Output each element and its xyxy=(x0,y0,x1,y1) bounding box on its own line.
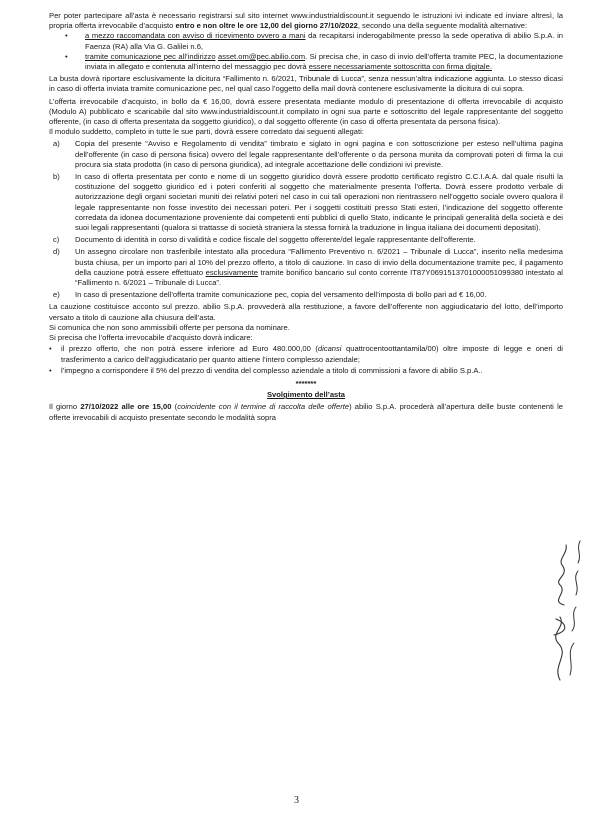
busta-paragraph: La busta dovrà riportare esclusivamente la dicitura “Fallimento n. 6/2021, Tribunale di Lucca”, senza nessun’altra indicazione aggiunta. Lo stesso dicasi in caso di offerta inviata tramite comunicazione pec, nel qual caso l’oggetto della mail dovrà contenere esclusivamente la dicitura di cui sopra. xyxy=(49,74,563,94)
attachments-list xyxy=(49,139,563,300)
list-item: • tramite comunicazione pec all’indirizzo asset.om@pec.abilio.com. Si precisa che, in caso di invio dell’offerta tramite PEC, la documentazione inviata in allegato e contenuta all’interno del messaggio pec dovrà essere necessariamente sottoscritta con firma digitale. xyxy=(85,52,563,72)
intro-text: Per poter partecipare all’asta è necessario registrarsi sul sito internet www.industrialdiscount.it seguendo le istruzioni ivi indicate ed inviare altresì, la propria offerta irrevocabile d’acquisto xyxy=(49,11,563,31)
pec-email-link[interactable]: asset.om@pec.abilio.com xyxy=(218,51,306,61)
modulo-paragraph: Il modulo suddetto, completo in tutte le sue parti, dovrà essere corredato dai seguenti allegati: xyxy=(49,127,364,137)
submission-methods-list xyxy=(49,31,563,72)
intro-deadline: entro e non oltre le ore 12,00 del giorno 27/10/2022 xyxy=(175,21,358,31)
method-raccomandata: a mezzo raccomandata con avviso di ricevimento ovvero a mani xyxy=(85,31,306,41)
handwritten-signature xyxy=(530,535,593,685)
requirement-item: • l’impegno a corrispondere il 5% del prezzo di vendita del complesso aziendale a titolo di commissioni a favore di abilio S.p.A.. xyxy=(49,365,483,375)
list-item: e) In caso di presentazione dell’offerta tramite comunicazione pec, copia del versamento dell’imposta di bollo pari ad € 16,00. xyxy=(53,290,487,300)
section-separator: ******* xyxy=(295,378,317,388)
list-item: c) Documento di identità in corso di validità e codice fiscale del soggetto offerente/del legale rappresentante dell’offerente. xyxy=(53,235,476,245)
list-item: • a mezzo raccomandata con avviso di ricevimento ovvero a mani da recapitarsi inderogabilmente presso la sede operativa di abilio S.p.A. in Faenza (RA) alla Via G. Galilei n.6, xyxy=(85,31,563,51)
page-number: 3 xyxy=(294,795,299,806)
digital-signature-note: essere necessariamente sottoscritta con firma digitale. xyxy=(308,62,492,72)
asta-paragraph: Il giorno 27/10/2022 alle ore 15,00 (coincidente con il termine di raccolta delle offerte) abilio S.p.A. procederà all’apertura delle buste contenenti le offerte irrevocabili di acquisto presentate secondo le modalità sopra xyxy=(49,402,563,422)
section-heading: Svolgimento dell’asta xyxy=(266,390,346,400)
intro-text-end: , secondo una della seguente modalità alternative: xyxy=(357,21,528,31)
requirements-intro: Si precisa che l’offerta irrevocabile d’acquisto dovrà indicare: xyxy=(49,333,253,343)
no-nomination-paragraph: Si comunica che non sono ammissibili offerte per persona da nominare. xyxy=(49,322,290,332)
list-item: a) Copia del presente “Avviso e Regolamento di vendita” timbrato e siglato in ogni pagina e con sottoscrizione per esteso nell’ultima pagina dell’offerente (in caso di persona fisica) ovvero del legale rappresentante dell’offerente o da persona munita da comprovati poteri di firma la cui procura sia stata prodotta (in caso di persona giuridica), ad integrale accettazione delle condizioni ivi previste. xyxy=(53,139,563,169)
list-item: d) Un assegno circolare non trasferibile intestato alla procedura “Fallimento Preventivo n. 6/2021 – Tribunale di Lucca”, inserito nella medesima busta chiusa, per un importo pari al 10% del prezzo offerto, a titolo di cauzione. In caso di invio della documentazione tramite pec, il pagamento della cauzione potrà essere effettuato esclusivamente tramite bonifico bancario sul conto corrente IT87Y0691513701000051099380 intestato al “Fallimento n. 6/2021 – Tribunale di Lucca”. xyxy=(53,247,563,288)
list-item: b) In caso di offerta presentata per conto e nome di un soggetto giuridico dovrà essere prodotto certificato registro C.C.I.A.A. dal quale risulti la costituzione del soggetto giuridico ed i poteri conferiti al soggetto che materialmente presenta l’offerta. Dovrà essere prodotto verbale di autorizzazione degli organi societari muniti dei relativi poteri nel caso in cui tali operazioni non rientrassero nell’oggetto sociale ovvero qualora il legale rappresentante non fosse investito dei necessari poteri. Per i soggetti costituiti presso Stati esteri, l’indicazione del soggetto offerente corredata da idonea documentazione proveniente dai competenti enti pubblici di quello Stato, indicante le principali generalità della società e dei suoi legali rappresentanti (qualora si trattasse di società straniera la stessa fornirà la traduzione in lingua italiana dei documenti depositati). xyxy=(53,172,563,233)
document-body xyxy=(49,11,563,423)
requirement-item: • il prezzo offerto, che non potrà essere inferiore ad Euro 480.000,00 (dicansi quattrocentoottantamila/00) oltre imposte di legge e oneri di trasferimento a carico dell’aggiudicatario per quanto attiene l’intero complesso aziendale; xyxy=(49,344,563,364)
cauzione-paragraph: La cauzione costituisce acconto sul prezzo. abilio S.p.A. provvederà alla restituzione, a favore dell’offerente non aggiudicatario del lotto, dell’importo versato a titolo di cauzione alla chiusura dell’asta. xyxy=(49,302,563,322)
offerta-paragraph: L’offerta irrevocabile d’acquisto, in bollo da € 16,00, dovrà essere presentata mediante modulo di presentazione di offerta irrevocabile di acquisto (Modulo A) pubblicato e scaricabile dal sito www.industrialdiscount.it compilato in ogni sua parte e sottoscritto del legale rappresentante del soggetto offerente, (in caso di offerta presentata da soggetto giuridico), o dal soggetto offerente (in caso di offerta presentata da persona fisica). xyxy=(49,96,563,127)
intro-paragraph xyxy=(49,11,563,31)
